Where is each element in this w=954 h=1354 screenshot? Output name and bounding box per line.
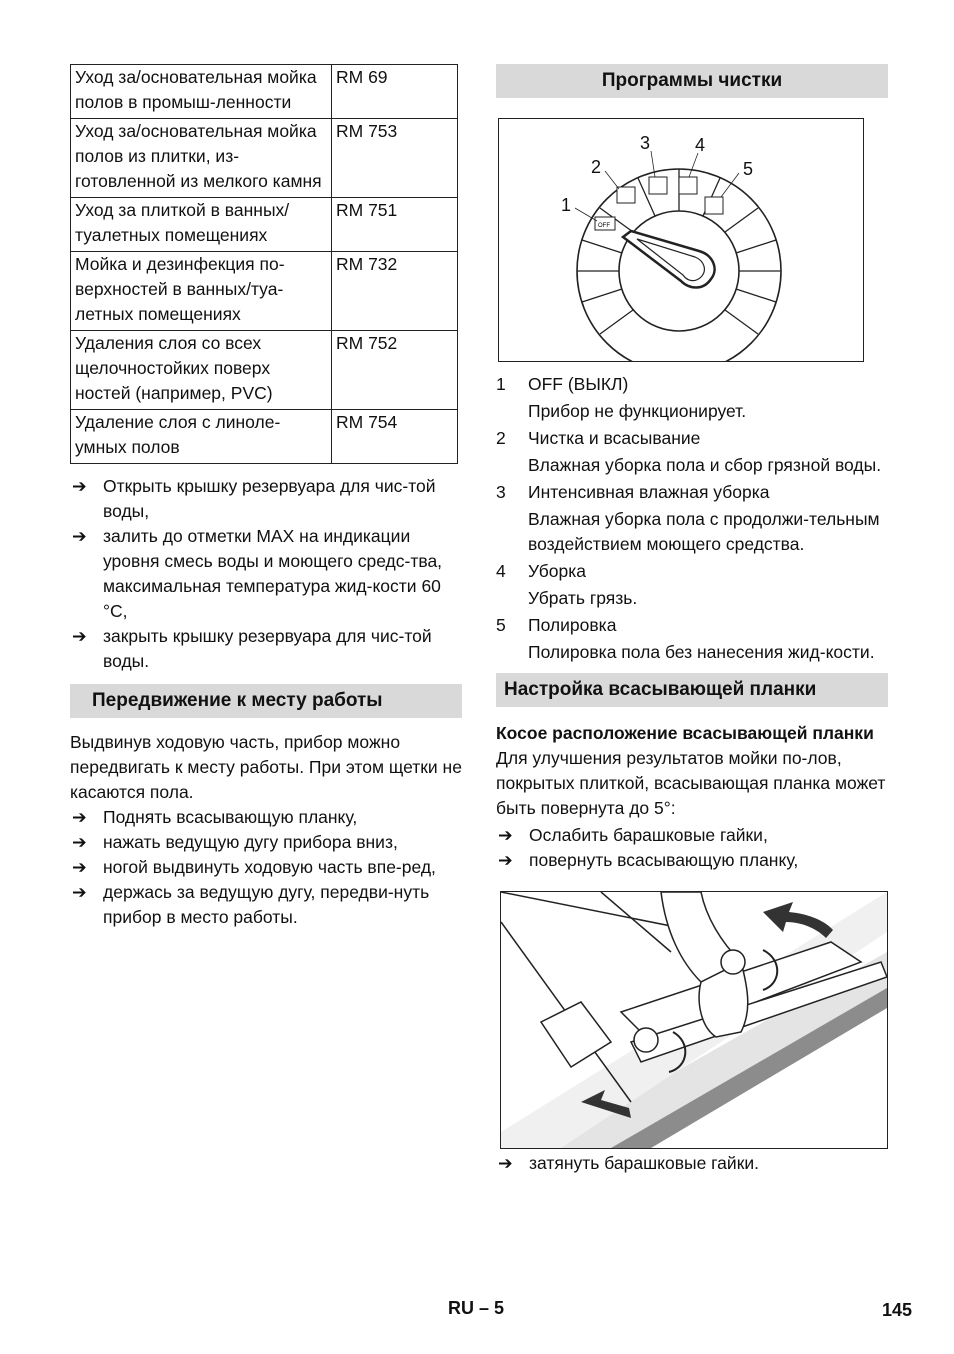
program-number: 2	[496, 428, 506, 448]
arrow-right-icon: ➔	[72, 832, 87, 852]
arrow-right-icon: ➔	[72, 626, 87, 646]
list-item	[70, 880, 462, 930]
list-item	[496, 1151, 888, 1176]
dial-label-2: 2	[591, 157, 602, 177]
table-row	[71, 331, 458, 410]
program-desc: Полировка пола без нанесения жид-кости.	[528, 642, 875, 662]
table-cell-code: RM 732	[332, 252, 458, 331]
subsection-title: Косое расположение всасывающей планки	[496, 723, 874, 743]
program-title: Чистка и всасывание	[528, 428, 701, 448]
program-item	[496, 559, 888, 611]
dial-label-5: 5	[743, 159, 754, 179]
table-cell-name: Удаление слоя с линоле-умных полов	[71, 410, 332, 464]
program-desc: Влажная уборка пола с продолжи-тельным воздействием моющего средства.	[528, 509, 880, 554]
program-title: Уборка	[528, 561, 586, 581]
section-heading-move: Передвижение к месту работы	[70, 684, 462, 718]
footer-section-label: RU – 5	[448, 1298, 505, 1318]
table-cell-code: RM 754	[332, 410, 458, 464]
dial-label-4: 4	[695, 135, 706, 155]
list-item	[70, 805, 462, 830]
tank-steps-list	[70, 474, 462, 674]
arrow-right-icon: ➔	[72, 857, 87, 877]
table-cell-name: Уход за/основательная мойка полов из плитки, из-готовленной из мелкого камня	[71, 119, 332, 198]
list-item-text: Ослабить барашковые гайки,	[529, 825, 768, 845]
list-item	[70, 524, 462, 624]
program-title: Полировка	[528, 615, 617, 635]
list-item	[70, 830, 462, 855]
arrow-right-icon: ➔	[72, 882, 87, 902]
section-heading-squeegee: Настройка всасывающей планки	[496, 673, 888, 707]
dial-position-icons	[595, 177, 723, 230]
table-cell-code: RM 752	[332, 331, 458, 410]
dial-label-3: 3	[640, 133, 651, 153]
squeegee-final-list	[496, 1151, 888, 1176]
right-column	[496, 64, 888, 1176]
arrow-right-icon: ➔	[498, 850, 513, 870]
table-cell-code: RM 751	[332, 198, 458, 252]
program-title: OFF (ВЫКЛ)	[528, 374, 629, 394]
list-item-text: затянуть барашковые гайки.	[529, 1153, 759, 1173]
program-number: 1	[496, 374, 506, 394]
list-item	[70, 624, 462, 674]
list-item-text: держась за ведущую дугу, передви-нуть прибор в место работы.	[103, 882, 430, 927]
list-item-text: закрыть крышку резервуара для чис-той воды.	[103, 626, 432, 671]
program-item	[496, 480, 888, 557]
program-desc: Убрать грязь.	[528, 588, 638, 608]
program-list	[496, 372, 888, 665]
table-row	[71, 410, 458, 464]
program-item	[496, 372, 888, 424]
program-desc: Влажная уборка пола и сбор грязной воды.	[528, 455, 882, 475]
footer-page-number: 145	[881, 1300, 912, 1320]
program-title: Интенсивная влажная уборка	[528, 482, 770, 502]
table-row	[71, 65, 458, 119]
list-item	[70, 855, 462, 880]
arrow-right-icon: ➔	[72, 476, 87, 496]
dial-knob	[623, 231, 715, 288]
table-cell-code: RM 69	[332, 65, 458, 119]
program-number: 4	[496, 561, 506, 581]
cleaning-agent-table	[70, 64, 458, 464]
program-item	[496, 426, 888, 478]
table-row	[71, 198, 458, 252]
dial-label-1: 1	[561, 195, 572, 215]
move-steps-list	[70, 805, 462, 930]
arrow-right-icon: ➔	[72, 526, 87, 546]
program-number: 5	[496, 615, 506, 635]
program-number: 3	[496, 482, 506, 502]
section-heading-programs: Программы чистки	[496, 64, 888, 98]
squeegee-intro: Для улучшения результатов мойки по-лов, покрытых плиткой, всасывающая планка может быть повернута до 5°:	[496, 748, 886, 818]
table-row	[71, 252, 458, 331]
squeegee-illustration	[500, 891, 888, 1149]
arrow-right-icon: ➔	[498, 825, 513, 845]
list-item	[70, 474, 462, 524]
list-item-text: Открыть крышку резервуара для чис-той воды,	[103, 476, 436, 521]
program-desc: Прибор не функционирует.	[528, 401, 747, 421]
table-cell-name: Уход за/основательная мойка полов в промыш-ленности	[71, 65, 332, 119]
list-item-text: Поднять всасывающую планку,	[103, 807, 358, 827]
list-item	[496, 848, 888, 873]
list-item	[496, 823, 888, 848]
table-cell-name: Удаления слоя со всех щелочностойких поверх ностей (например, PVC)	[71, 331, 332, 410]
table-cell-name: Уход за плиткой в ванных/ туалетных помещениях	[71, 198, 332, 252]
squeegee-drawing	[501, 892, 887, 1148]
squeegee-steps-list	[496, 823, 888, 873]
dial-off-text: OFF	[598, 223, 610, 229]
program-item	[496, 613, 888, 665]
list-item-text: повернуть всасывающую планку,	[529, 850, 799, 870]
program-dial-figure	[498, 118, 864, 362]
list-item-text: нажать ведущую дугу прибора вниз,	[103, 832, 398, 852]
arrow-right-icon: ➔	[498, 1153, 513, 1173]
left-column	[70, 64, 462, 930]
move-intro: Выдвинув ходовую часть, прибор можно передвигать к месту работы. При этом щетки не касаются пола.	[70, 732, 462, 802]
table-row	[71, 119, 458, 198]
table-cell-code: RM 753	[332, 119, 458, 198]
list-item-text: залить до отметки MAX на индикации уровня смесь воды и моющего средс-тва, максимальная температура жид-кости 60 °C,	[103, 526, 443, 621]
list-item-text: ногой выдвинуть ходовую часть впе-ред,	[103, 857, 436, 877]
table-cell-name: Мойка и дезинфекция по-верхностей в ванных/туа-летных помещениях	[71, 252, 332, 331]
program-dial-diagram	[499, 119, 863, 361]
arrow-right-icon: ➔	[72, 807, 87, 827]
